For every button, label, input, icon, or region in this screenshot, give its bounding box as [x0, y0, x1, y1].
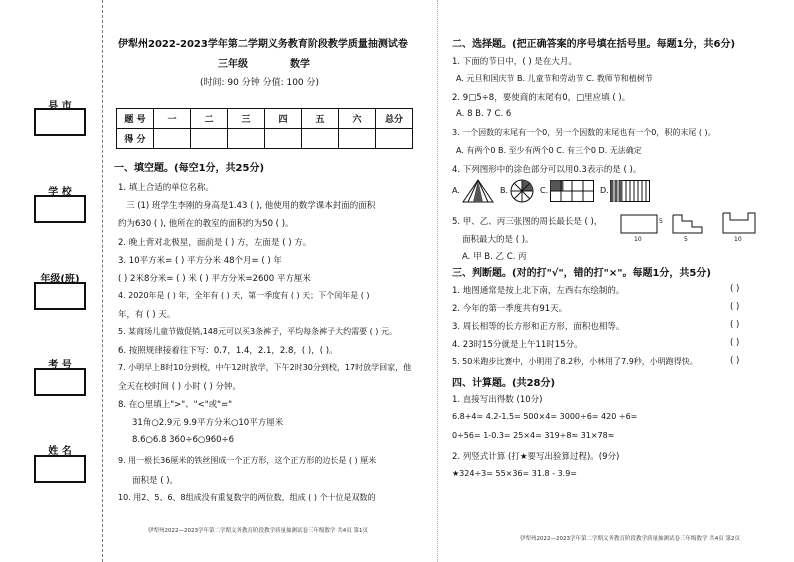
choice-line: A. 甲 B. 乙 C. 丙 — [462, 252, 527, 262]
fig-label-a: A. — [452, 186, 460, 195]
choice-line: 面积最大的是 ( )。 — [462, 235, 534, 245]
score-cell: 一 — [154, 109, 191, 129]
score-cell: 六 — [339, 109, 376, 129]
judge-paren[interactable]: ( ) — [730, 284, 740, 294]
question-line: 5. 某商场儿童节做促销,148元可以买3条裤子，平均每条裤子大约需要 ( ) 元。 — [118, 327, 397, 336]
triangle-figure-icon — [462, 179, 494, 203]
choice-line: 3. 一个因数的末尾有一个0，另一个因数的末尾也有一个0，积的末尾 ( )。 — [452, 128, 716, 137]
choice-line: A. 元旦和国庆节 B. 儿童节和劳动节 C. 教师节和植树节 — [456, 74, 653, 83]
judge-paren[interactable]: ( ) — [730, 320, 740, 330]
time-score-info: (时间: 90 分钟 分值: 100 分) — [200, 78, 320, 88]
score-cell: 得 分 — [117, 129, 154, 149]
score-input-cell[interactable] — [154, 129, 191, 149]
score-table-score-row — [117, 129, 413, 149]
question-line: 4. 2020年是 ( ) 年，全年有 ( ) 天，第一季度有 ( ) 天；下个闰年是 ( ) — [118, 291, 370, 300]
choice-line: 2. 9□5÷8，要使商的末尾有0，□里应填 ( )。 — [452, 93, 631, 103]
calc-line: 6.8+4= 4.2-1.5= 500×4= 3000÷6= 420 ÷6= — [452, 412, 638, 421]
section-3-heading: 三、判断题。(对的打"√"，错的打"×"。每题1分，共5分) — [452, 268, 711, 279]
circle-figure-icon — [510, 179, 534, 203]
sidebar-box-class[interactable] — [34, 282, 86, 310]
score-cell: 总分 — [376, 109, 413, 129]
question-line: 约为630 ( ), 他所在的教室的面积约为50 ( )。 — [118, 219, 294, 229]
shape-dim-bing-length: 10 — [734, 236, 742, 243]
question-line: 三 (1) 班学生李刚的身高是1.43 ( ), 他使用的数学课本封面的面积 — [126, 201, 376, 211]
question-line: 3. 10平方米= ( ) 平方分米 48个月= ( ) 年 — [118, 256, 282, 266]
calc-line: 0÷56= 1-0.3= 25×4= 319÷8≈ 31×78≈ — [452, 431, 615, 440]
question-line: 10. 用2、5、6、8组成没有重复数字的两位数，组成 ( ) 个十位是双数的 — [118, 493, 376, 502]
judge-line: 3. 周长相等的长方形和正方形，面积也相等。 — [452, 322, 625, 332]
sidebar-label-class: 年级(班) — [40, 274, 80, 285]
score-table — [116, 108, 413, 149]
score-cell: 二 — [191, 109, 228, 129]
judge-line: 2. 今年的第一季度共有91天。 — [452, 304, 568, 314]
question-line: 6. 按照规律接着往下写：0.7，1.4，2.1，2.8，( )，( )。 — [118, 346, 338, 356]
question-line: 2. 晚上背对北极星，面前是 ( ) 方，左面是 ( ) 方。 — [118, 238, 312, 248]
question-line: 1. 填上合适的单位名称。 — [118, 183, 214, 193]
sidebar-label-county: 县 市 — [48, 101, 72, 112]
judge-paren[interactable]: ( ) — [730, 302, 740, 312]
fig-label-c: C. — [540, 186, 549, 195]
choice-line: 4. 下列图形中的涂色部分可以用0.3表示的是 ( )。 — [452, 165, 642, 175]
subject-label: 数学 — [290, 59, 310, 70]
grid-figure-icon — [550, 180, 594, 202]
calc-line: 1. 直接写出得数 (10分) — [452, 395, 543, 405]
question-line: 9. 用一根长36厘米的铁丝围成一个正方形，这个正方形的边长是 ( ) 厘米 — [118, 456, 377, 465]
shape-dim-jia-width: 5 — [659, 218, 663, 225]
score-cell: 四 — [265, 109, 302, 129]
question-line: 面积是 ( )。 — [132, 476, 179, 486]
judge-paren[interactable]: ( ) — [730, 356, 740, 366]
left-page-footer: 伊犁州2022—2023学年第二学期义务教育阶段教学质量抽测试卷三年级数学 共4页 第1页 — [148, 528, 368, 534]
score-table-header-row — [117, 109, 413, 129]
section-1-heading: 一、填空题。(每空1分，共25分) — [114, 163, 265, 174]
score-input-cell[interactable] — [302, 129, 339, 149]
score-input-cell[interactable] — [339, 129, 376, 149]
shape-dim-jia-length: 10 — [634, 236, 642, 243]
fig-label-b: B. — [500, 186, 509, 195]
fraction-figures — [452, 178, 652, 206]
shape-dim-yi-length: 5 — [684, 236, 688, 243]
question-line: ( ) 2米8分米= ( ) 米 ( ) 平方分米=2600 平方厘米 — [118, 274, 311, 284]
choice-line: 5. 甲、乙、丙三张图的周长最长是 ( )， — [452, 217, 603, 227]
sidebar-box-name[interactable] — [34, 455, 86, 483]
section-2-heading: 二、选择题。(把正确答案的序号填在括号里。每题1分，共6分) — [452, 39, 736, 50]
question-line: 年，有 ( ) 天。 — [118, 310, 176, 320]
grade-label: 三年级 — [218, 59, 248, 70]
sidebar-box-exam-no[interactable] — [34, 368, 86, 396]
score-cell: 三 — [228, 109, 265, 129]
question-line: 8. 在○里填上">"、"<"或"=" — [118, 400, 233, 410]
score-input-cell[interactable] — [228, 129, 265, 149]
exam-title: 伊犁州2022-2023学年第二学期义务教育阶段教学质量抽测试卷 — [118, 39, 408, 50]
sidebar-label-exam-no: 考 号 — [48, 360, 72, 371]
question-line: 7. 小明早上8时10分到校，中午12时放学，下午2时30分到校，17时放学回家，他 — [118, 363, 412, 372]
judge-paren[interactable]: ( ) — [730, 338, 740, 348]
choice-line: A. 8 B. 7 C. 6 — [456, 109, 512, 119]
score-input-cell[interactable] — [191, 129, 228, 149]
binding-line-middle — [437, 0, 438, 562]
choice-line: A. 有两个0 B. 至少有两个0 C. 有三个0 D. 无法确定 — [456, 146, 642, 155]
right-page-footer: 伊犁州2022—2023学年第二学期义务教育阶段教学质量抽测试卷三年级数学 共4页 第2页 — [520, 536, 740, 542]
section-4-heading: 四、计算题。(共28分) — [452, 378, 556, 389]
calc-line: ★324÷3= 55×36= 31.8 - 3.9= — [452, 469, 577, 478]
bar-grid-figure-icon — [610, 180, 650, 202]
sidebar-label-school: 学 校 — [48, 187, 72, 198]
sidebar-label-name: 姓 名 — [48, 446, 72, 457]
score-cell: 题 号 — [117, 109, 154, 129]
judge-line: 1. 地图通常是按上北下南，左西右东绘制的。 — [452, 286, 625, 296]
score-cell: 五 — [302, 109, 339, 129]
sidebar-box-school[interactable] — [34, 195, 86, 223]
question-line: 31角○2.9元 9.9平方分米○10平方厘米 — [132, 418, 284, 428]
calc-line: 2. 列竖式计算 (打★要写出验算过程)。(9分) — [452, 452, 620, 462]
binding-line-outer — [102, 0, 103, 562]
judge-line: 4. 23时15分就是上午11时15分。 — [452, 340, 583, 350]
question-line: 8.6○6.8 360÷6○960÷6 — [132, 435, 235, 445]
notched-shape-icon — [722, 212, 762, 242]
judge-line: 5. 50米跑步比赛中，小明用了8.2秒，小林用了7.9秒，小明跑得快。 — [452, 357, 698, 366]
staircase-shape-icon — [672, 214, 716, 242]
question-line: 全天在校时间 ( ) 小时 ( ) 分钟。 — [118, 382, 241, 392]
sidebar-box-county[interactable] — [34, 108, 86, 136]
score-input-cell[interactable] — [376, 129, 413, 149]
score-input-cell[interactable] — [265, 129, 302, 149]
choice-line: 1. 下面的节日中，( ) 是在大月。 — [452, 57, 577, 67]
fig-label-d: D. — [600, 186, 609, 195]
